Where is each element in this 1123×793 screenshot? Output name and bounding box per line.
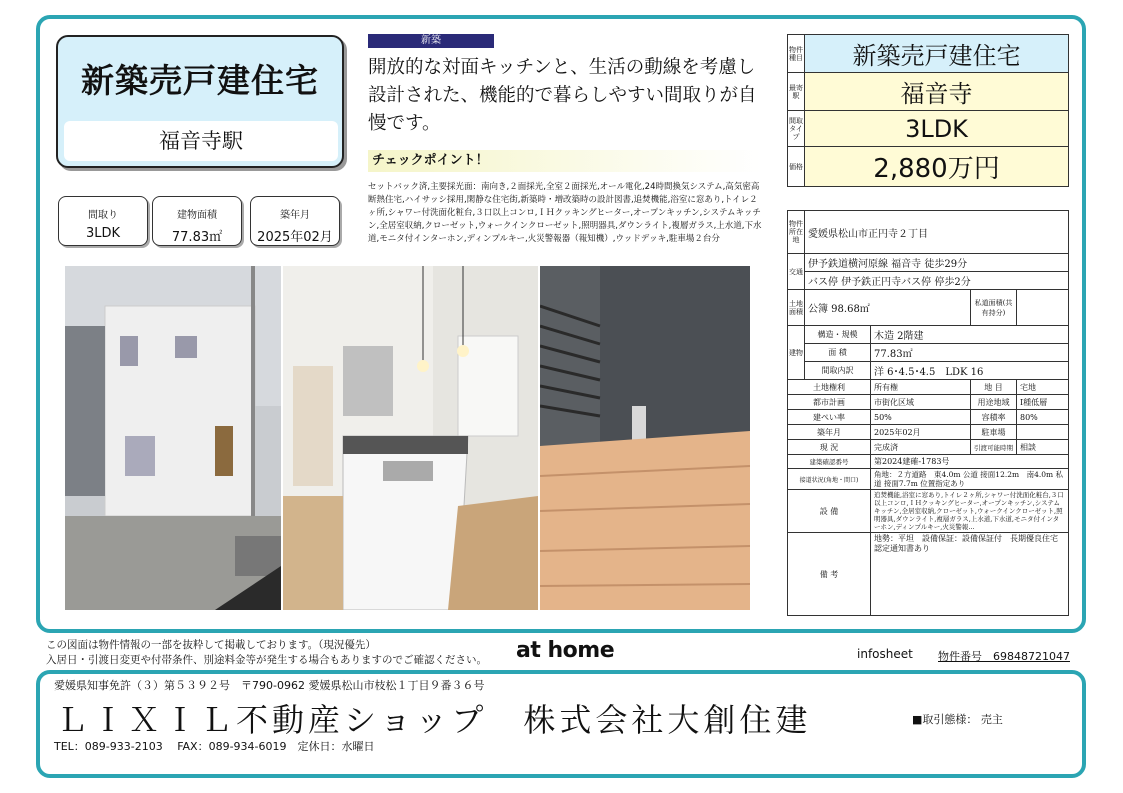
- title-box: [56, 35, 344, 168]
- spec-equipment: 追焚機能,浴室に窓あり,トイレ２ヶ所,シャワー付洗面化粧台,３口以上コンロ,ＩＨクッキングヒーター,オープンキッチン,システムキッチン,全居室収納,クローゼット,ウォークインクローゼット,照明器具,ダウンライト,複層ガラス,上水道,下水道,モニタ付インターホン,ディンプルキー,火災警報...: [871, 490, 1069, 533]
- pill-layout: 間取り 3LDK: [58, 196, 148, 246]
- contact-info: TEL：089-933-2103 FAX：089-934-6019 定休日：水曜日: [54, 740, 375, 753]
- feature-list: セットバック済,主要採光面：南向き,２面採光,全室２面採光,オール電化,24時間換気システム,高気密高断熱住宅,ハイサッシ採用,閑静な住宅街,新築時・増改築時の設計図書,追焚機能,浴室に窓あり,トイレ２ヶ所,シャワー付洗面化粧台,３口以上コンロ,ＩＨクッキングヒーター,オープンキッチン,システムキッチン,全居室収納,クローゼット,ウォークインクローゼット,照明器具,ダウンライト,複層ガラス,上水道,下水道,モニタ付インターホン,ディンプルキー,火災警報器（報知機）,ウッドデッキ,駐車場２台分: [368, 182, 762, 244]
- spec-land: 公簿 98.68㎡: [805, 290, 971, 326]
- spec-remarks: 地勢：平坦 設備保証：設備保証付 長期優良住宅認定通知書あり: [871, 533, 1069, 616]
- pill-built: 築年月 2025年02月: [250, 196, 340, 246]
- deck-photo: [540, 266, 750, 610]
- spec-type: 新築売戸建住宅: [805, 35, 1069, 73]
- station-name: 福音寺駅: [64, 121, 338, 161]
- spec-table-detail: 物件所在地 愛媛県松山市正円寺２丁目 交通 伊予鉄道横河原線 福音寺 徒歩29分 バス停 伊予鉄正円寺バス停 停歩2分 土地面積 公簿 98.68㎡ 私道面積(共有持分) 建物 構造・規模 木造 2階建 面 積 77.83㎡ 間取内訳 洋 6･4.5･4.5 LDK 16 土地権利 所有権 地 目 宅地 都市計画 市街化区域 用途地域 Ⅰ種低層 建ぺい率 50% 容積率 80% 築年月 2025年02月 駐車場 現 況 完成済 引渡可能時期 相談 建築確認番号 第2024建確-1783号 接道状況(角地・間口) 角地：２方道路 東4.0m 公道 接面12.2m 南4.0m 私道 接面7.7m 位置指定あり 設 備 追焚機能,浴室に窓あり,トイレ２ヶ所,シャワー付洗面化粧台,３口以上コンロ,ＩＨクッキングヒーター,オープンキッチン,システムキッチン,全居室収納,クローゼット,ウォークインクローゼット,照明器具,ダウンライト,複層ガラス,上水道,下水道,モニタ付インターホン,ディンプルキー,火災警報... 備 考 地勢：平坦 設備保証：設備保証付 長期優良住宅認定通知書あり: [787, 210, 1069, 616]
- spec-address: 愛媛県松山市正円寺２丁目: [805, 211, 1069, 254]
- spec-station: 福音寺: [805, 73, 1069, 111]
- spec-table-top: 物件種目 新築売戸建住宅 最寄駅 福音寺 間取タイプ 3LDK 価格 2,880万円: [787, 34, 1069, 187]
- spec-road: 角地：２方道路 東4.0m 公道 接面12.2m 南4.0m 私道 接面7.7m 位置指定あり: [871, 469, 1069, 490]
- company-name: ＬＩＸＩＬ不動産ショップ 株式会社大創住建: [56, 701, 812, 739]
- exterior-photo: [65, 266, 281, 610]
- property-title: 新築売戸建住宅: [81, 61, 319, 100]
- spec-structure: 木造 2階建: [871, 326, 1069, 344]
- athome-logo: at home: [516, 638, 615, 663]
- infosheet-label: infosheet: [857, 647, 913, 661]
- catch-copy: 開放的な対面キッチンと、生活の動線を考慮し設計された、機能的で暮らしやすい間取りが自慢です。: [368, 57, 757, 134]
- kitchen-photo: [283, 266, 538, 610]
- spec-traffic-2: バス停 伊予鉄正円寺バス停 停歩2分: [805, 272, 1069, 290]
- spec-rooms: 洋 6･4.5･4.5 LDK 16: [871, 362, 1069, 380]
- check-point-heading: チェックポイント！: [368, 150, 762, 172]
- property-number: 物件番号 69848721047: [938, 650, 1070, 663]
- new-badge: 新築: [368, 34, 494, 48]
- pill-area: 建物面積 77.83㎡: [152, 196, 242, 246]
- spec-price: 2,880万円: [805, 147, 1069, 187]
- trade-type: ■取引態様： 売主: [912, 713, 1003, 726]
- spec-layout: 3LDK: [805, 111, 1069, 147]
- spec-bldg-area: 77.83㎡: [871, 344, 1069, 362]
- spec-traffic-1: 伊予鉄道横河原線 福音寺 徒歩29分: [805, 254, 1069, 272]
- disclaimer: この図面は物件情報の一部を抜粋して掲載しております。（現況優先） 入居日・引渡日変更や付帯条件、別途料金等が発生する場合もありますのでご確認ください。: [46, 639, 487, 666]
- license-info: 愛媛県知事免許（３）第５３９２号 〒790-0962 愛媛県松山市枝松１丁目９番３６号: [54, 679, 485, 692]
